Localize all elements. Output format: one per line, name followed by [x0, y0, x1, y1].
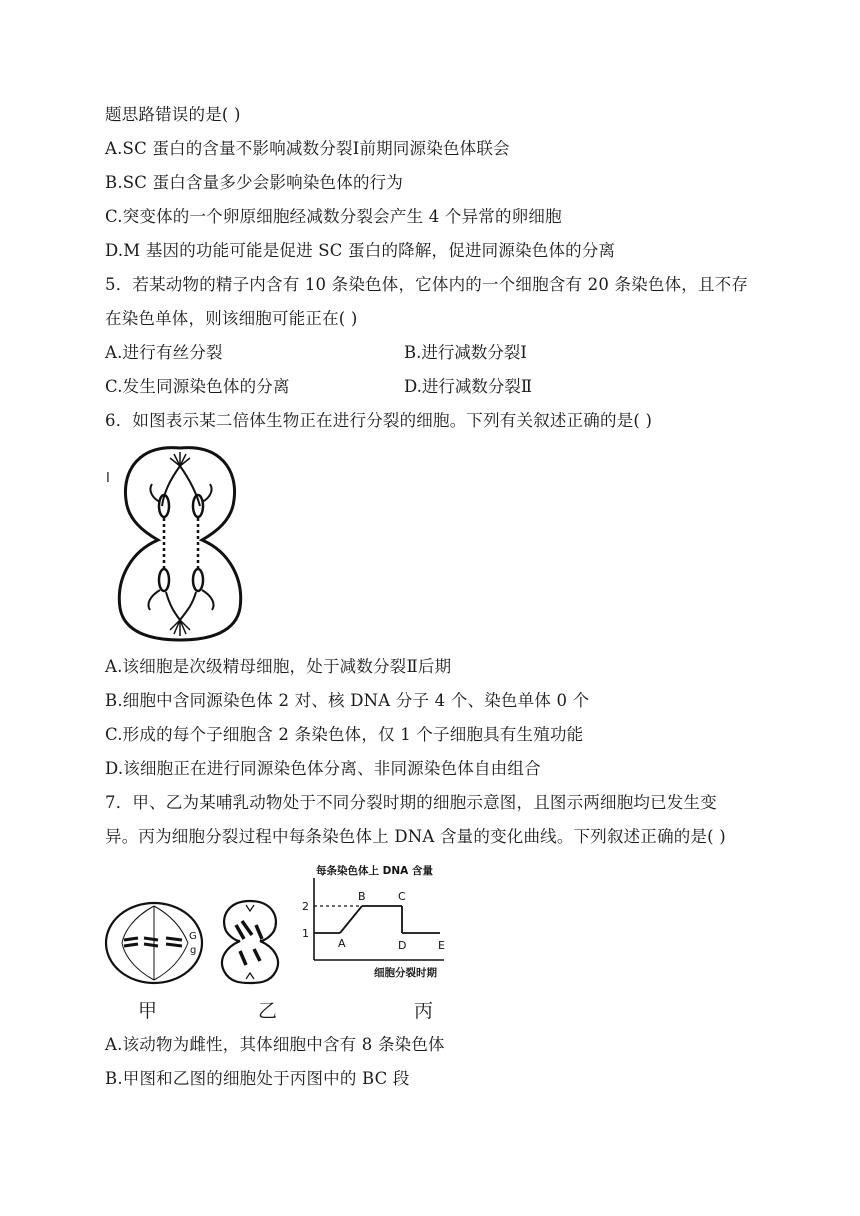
q5-option-c: C.发生同源染色体的分离	[105, 377, 290, 396]
q7-chart-bing	[296, 860, 456, 986]
gene-label-lower: g	[190, 945, 197, 956]
q5-stem-line2: 在染色单体，则该细胞可能正在( )	[105, 309, 358, 328]
label-bing: 丙	[414, 1000, 434, 1022]
q6-option-c: C.形成的每个子细胞含 2 条染色体，仅 1 个子细胞具有生殖功能	[105, 725, 584, 744]
gene-label-upper: G	[189, 931, 197, 942]
chart-y-tick: 1	[302, 927, 309, 940]
q5-option-a: A.进行有丝分裂	[105, 343, 223, 362]
q6-option-d: D.该细胞正在进行同源染色体分离、非同源染色体自由组合	[105, 759, 541, 778]
chart-point-label: A	[338, 937, 346, 950]
chromosome	[159, 569, 169, 591]
chart-ylabel: 每条染色体上 DNA 含量	[316, 865, 433, 877]
chart-xlabel: 细胞分裂时期	[374, 967, 437, 979]
q6-cell-diagram	[100, 440, 260, 645]
q4-option-a: A.SC 蛋白的含量不影响减数分裂Ⅰ前期同源染色体联会	[105, 139, 510, 158]
chart-y-tick: 2	[302, 900, 309, 913]
q7-option-a: A.该动物为雌性，其体细胞中含有 8 条染色体	[105, 1035, 445, 1054]
lower-pole	[170, 620, 190, 636]
q6-figure-mark: I	[106, 471, 110, 486]
chart-point-label: D	[398, 939, 407, 952]
label-yi: 乙	[258, 1000, 278, 1022]
q7-cell-yi	[212, 895, 288, 987]
q7-option-b: B.甲图和乙图的细胞处于丙图中的 BC 段	[105, 1069, 410, 1088]
q7-cell-jia	[102, 898, 212, 988]
chart-point-label: E	[438, 939, 445, 952]
q6-stem: 6．如图表示某二倍体生物正在进行分裂的细胞。下列有关叙述正确的是( )	[105, 411, 653, 430]
chart-series-segment	[340, 906, 362, 933]
q4-stem-end: 题思路错误的是( )	[105, 105, 241, 124]
q7-stem-line2: 异。丙为细胞分裂过程中每条染色体上 DNA 含量的变化曲线。下列叙述正确的是( )	[105, 827, 726, 846]
q6-option-b: B.细胞中含同源染色体 2 对、核 DNA 分子 4 个、染色单体 0 个	[105, 691, 590, 710]
q5-stem-line1: 5．若某动物的精子内含有 10 条染色体，它体内的一个细胞含有 20 条染色体，且不存	[105, 275, 749, 294]
chart-point-label: B	[358, 890, 366, 903]
q5-option-d: D.进行减数分裂Ⅱ	[404, 377, 533, 396]
q6-option-a: A.该细胞是次级精母细胞，处于减数分裂Ⅱ后期	[105, 657, 452, 676]
q4-option-c: C.突变体的一个卵原细胞经减数分裂会产生 4 个异常的卵细胞	[105, 207, 562, 226]
q4-option-d: D.M 基因的功能可能是促进 SC 蛋白的降解，促进同源染色体的分离	[105, 241, 616, 260]
upper-pole	[170, 452, 190, 466]
label-jia: 甲	[138, 1000, 158, 1022]
q7-stem-line1: 7．甲、乙为某哺乳动物处于不同分裂时期的细胞示意图，且图示两细胞均已发生变	[105, 793, 717, 812]
q4-option-b: B.SC 蛋白含量多少会影响染色体的行为	[105, 173, 404, 192]
q5-option-b: B.进行减数分裂Ⅰ	[404, 343, 527, 362]
chromosome	[193, 569, 203, 591]
cell-outline	[119, 448, 240, 640]
chart-point-label: C	[398, 890, 406, 903]
